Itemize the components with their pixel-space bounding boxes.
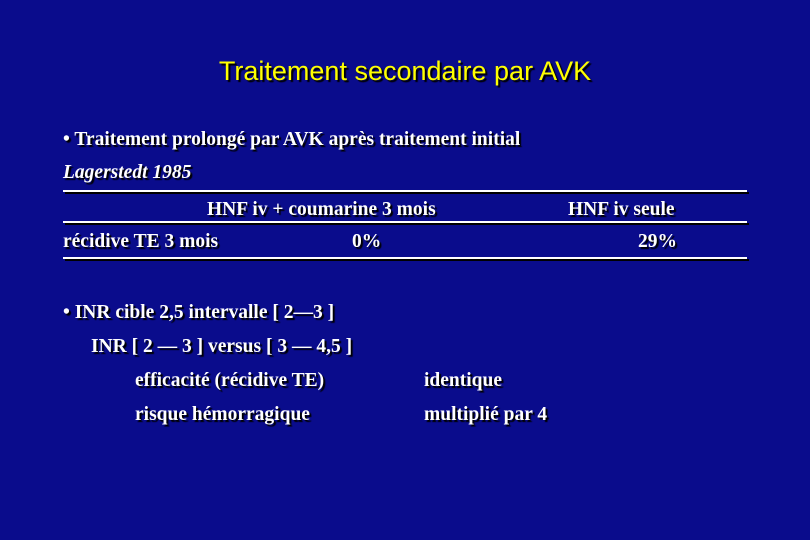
study-reference: Lagerstedt 1985 [63, 162, 192, 183]
bullet-prolonged-treatment: • Traitement prolongé par AVK après traitement initial [63, 129, 521, 150]
result2-value: multiplié par 4 [424, 404, 548, 425]
result2-label: risque hémorragique [135, 404, 310, 425]
table-header-col2: HNF iv seule [568, 199, 675, 220]
inr-comparison: INR [ 2 — 3 ] versus [ 3 — 4,5 ] [91, 336, 353, 357]
table-row-label: récidive TE 3 mois [63, 231, 219, 252]
table-rule-top [63, 190, 747, 192]
bullet-inr-target: • INR cible 2,5 intervalle [ 2—3 ] [63, 302, 335, 323]
table-rule-middle [63, 221, 747, 223]
table-rule-bottom [63, 257, 747, 259]
result1-label: efficacité (récidive TE) [135, 370, 325, 391]
table-row-value2: 29% [638, 231, 677, 252]
slide-title: Traitement secondaire par AVK [218, 56, 592, 86]
result1-value: identique [424, 370, 503, 391]
table-header-col1: HNF iv + coumarine 3 mois [207, 199, 436, 220]
table-row-value1: 0% [352, 231, 382, 252]
